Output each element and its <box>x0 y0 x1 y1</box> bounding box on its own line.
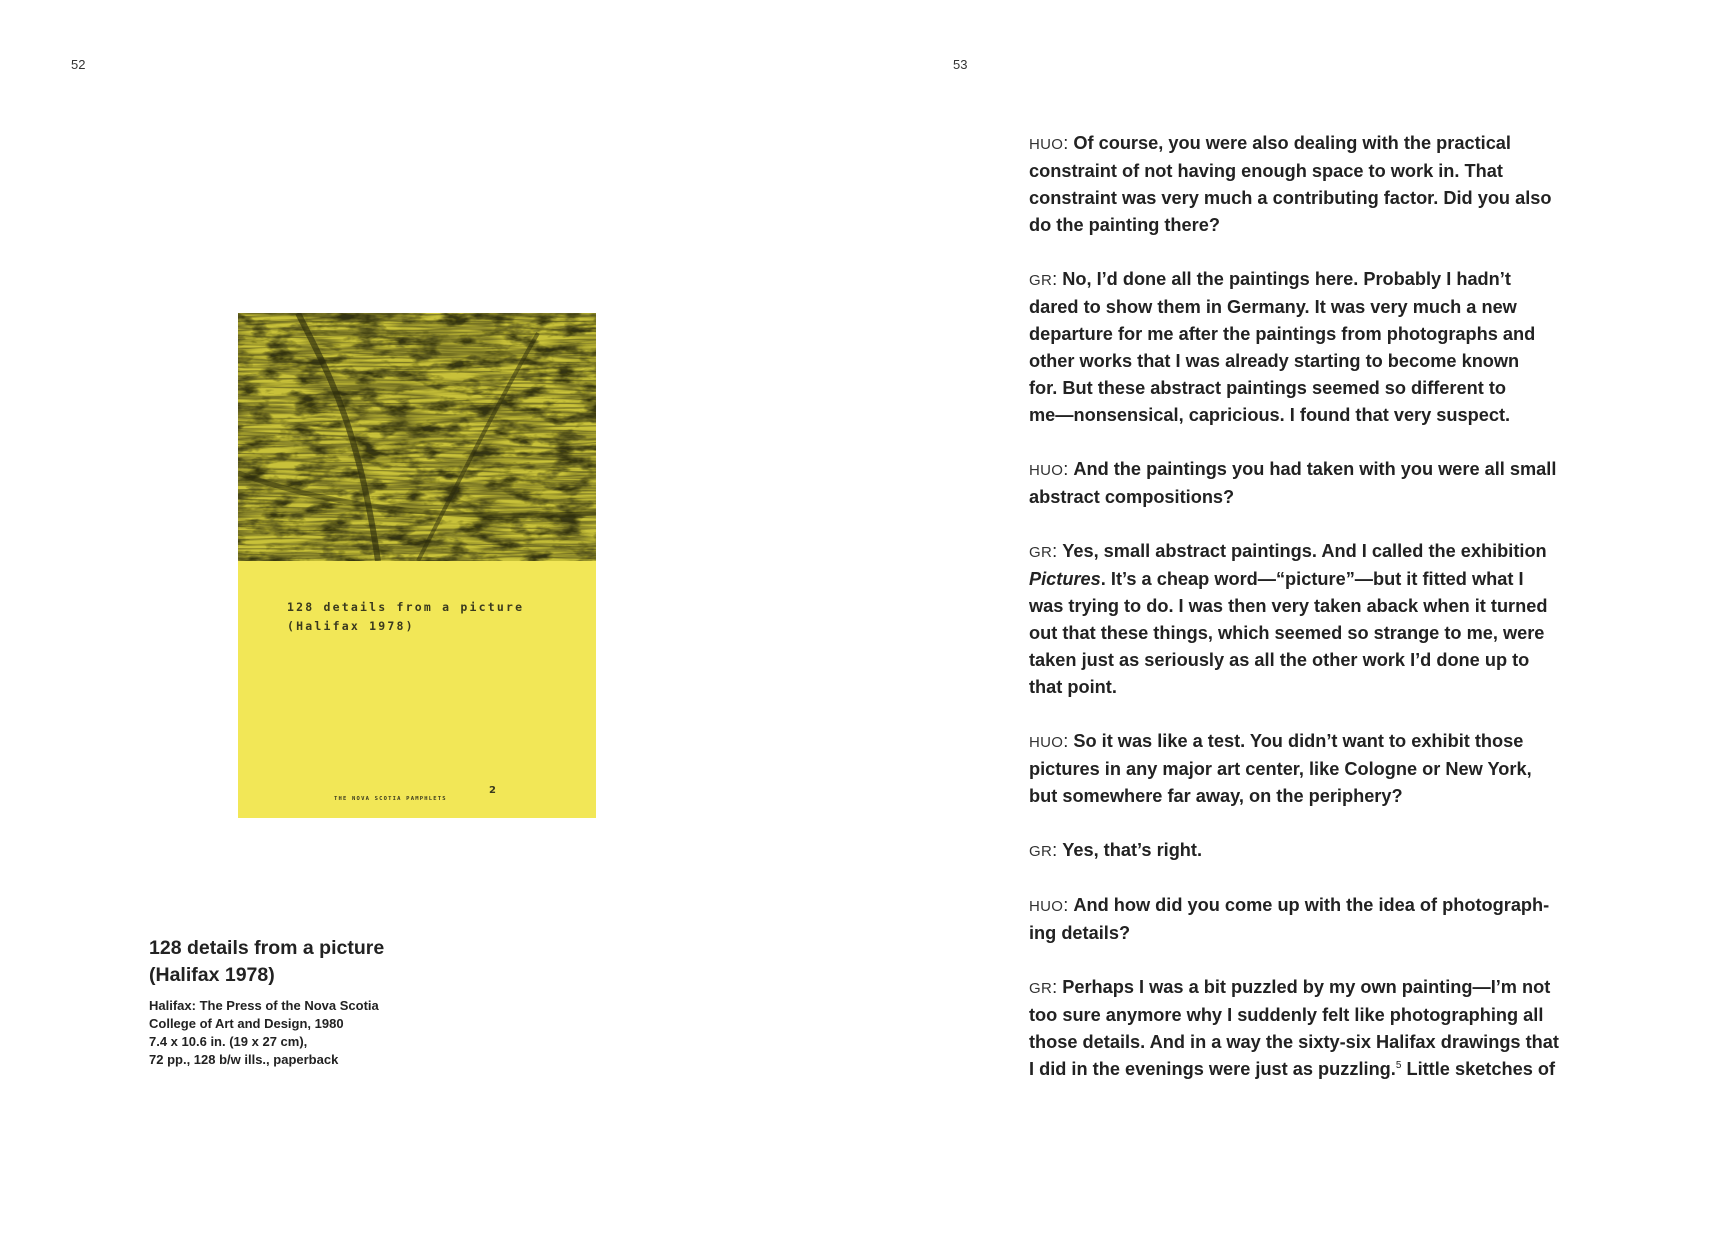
interview-turn <box>1029 130 1629 239</box>
text-line: those details. And in a way the sixty-six Halifax drawings that <box>1029 1032 1559 1052</box>
text-line: GR: No, I’d done all the paintings here. Probably I hadn’t <box>1029 269 1511 289</box>
text-line: that point. <box>1029 677 1117 697</box>
caption-meta <box>149 997 569 1069</box>
interview-turn <box>1029 974 1629 1083</box>
exhibition-title: Pictures <box>1029 569 1101 589</box>
caption-meta-line: Halifax: The Press of the Nova Scotia <box>149 998 379 1013</box>
interview-turn <box>1029 266 1629 429</box>
caption-title-line: (Halifax 1978) <box>149 964 275 986</box>
speaker-label: GR <box>1029 272 1053 289</box>
cover-title-line: (Halifax 1978) <box>287 619 415 633</box>
footnote-marker: 5 <box>1395 1060 1402 1071</box>
interview-turn <box>1029 538 1629 701</box>
caption-meta-line: 72 pp., 128 b/w ills., paperback <box>149 1052 339 1067</box>
text-line: other works that I was already starting to become known <box>1029 351 1520 371</box>
text-line: pictures in any major art center, like Cologne or New York, <box>1029 759 1532 779</box>
text-line: GR: Yes, small abstract paintings. And I called the exhibition <box>1029 541 1547 561</box>
text-line: constraint of not having enough space to work in. That <box>1029 161 1503 181</box>
speaker-label: HUO <box>1029 462 1064 479</box>
text-line: abstract compositions? <box>1029 487 1235 507</box>
text-line: HUO: And how did you come up with the idea of photograph- <box>1029 895 1550 915</box>
interview-text <box>1029 130 1629 1110</box>
text-line: but somewhere far away, on the periphery? <box>1029 786 1403 806</box>
speaker-label: GR <box>1029 980 1053 997</box>
text-line: constraint was very much a contributing factor. Did you also <box>1029 188 1552 208</box>
text-line: HUO: So it was like a test. You didn’t want to exhibit those <box>1029 731 1524 751</box>
right-page <box>856 0 1712 1240</box>
caption-title-line: 128 details from a picture <box>149 937 385 959</box>
speaker-label: HUO <box>1029 898 1064 915</box>
interview-turn <box>1029 456 1629 511</box>
text-line: I did in the evenings were just as puzzling.$^5$ Little sketches of <box>1029 1059 1556 1079</box>
text-line: too sure anymore why I suddenly felt like photographing all <box>1029 1005 1544 1025</box>
text-line: was trying to do. I was then very taken aback when it turned <box>1029 596 1548 616</box>
text-line: HUO: And the paintings you had taken with you were all small <box>1029 459 1557 479</box>
text-line: do the painting there? <box>1029 215 1220 235</box>
text-line: Pictures. It’s a cheap word—“picture”—but it fitted what I <box>1029 569 1524 589</box>
speaker-label: HUO <box>1029 136 1064 153</box>
cover-series-number: 2 <box>489 785 496 796</box>
page-number-left: 52 <box>71 57 86 72</box>
caption-title <box>149 935 569 989</box>
text-line: ing details? <box>1029 923 1131 943</box>
speaker-label: HUO <box>1029 734 1064 751</box>
text-line: GR: Yes, that’s right. <box>1029 840 1203 860</box>
speaker-label: GR <box>1029 544 1053 561</box>
speaker-label: GR <box>1029 843 1053 860</box>
page-number-right: 53 <box>953 57 968 72</box>
text-line: HUO: Of course, you were also dealing with the practical <box>1029 133 1511 153</box>
text-line: departure for me after the paintings from photographs and <box>1029 324 1536 344</box>
cover-publisher: THE NOVA SCOTIA PAMPHLETS <box>334 796 447 802</box>
text-line: taken just as seriously as all the other work I’d done up to <box>1029 650 1530 670</box>
text-line: out that these things, which seemed so strange to me, were <box>1029 623 1545 643</box>
figure-caption <box>149 935 569 1069</box>
text-line: GR: Perhaps I was a bit puzzled by my own painting—I’m not <box>1029 977 1551 997</box>
caption-meta-line: College of Art and Design, 1980 <box>149 1016 344 1031</box>
book-cover-image <box>238 313 596 818</box>
interview-turn <box>1029 728 1629 810</box>
caption-meta-line: 7.4 x 10.6 in. (19 x 27 cm), <box>149 1034 308 1049</box>
cover-title <box>287 598 524 636</box>
cover-title-line: 128 details from a picture <box>287 600 525 614</box>
interview-turn <box>1029 837 1629 865</box>
text-line: dared to show them in Germany. It was very much a new <box>1029 297 1517 317</box>
text-line: me—nonsensical, capricious. I found that very suspect. <box>1029 405 1511 425</box>
text-line: for. But these abstract paintings seemed so different to <box>1029 378 1507 398</box>
interview-turn <box>1029 892 1629 947</box>
cover-painting-texture <box>238 313 596 561</box>
